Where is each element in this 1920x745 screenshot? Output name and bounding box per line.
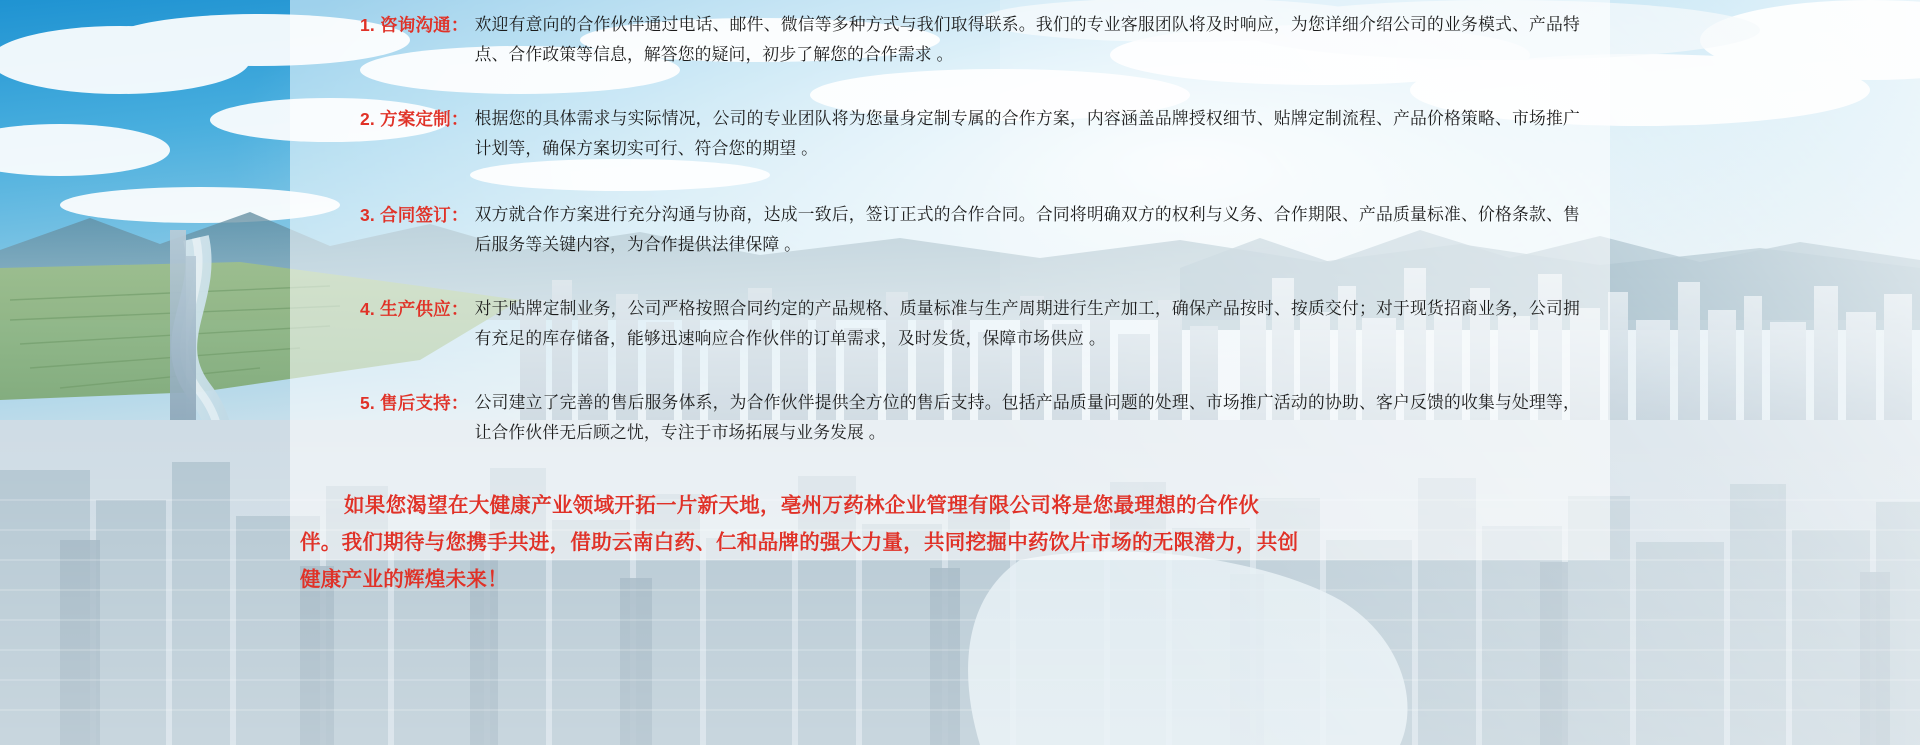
step-text-contract-signing: 双方就合作方案进行充分沟通与协商，达成一致后，签订正式的合作合同。合同将明确双方的权利与义务、合作期限、产品质量标准、价格条款、售后服务等关键内容，为合作提供法律保障 。 — [474, 205, 1580, 254]
cooperation-process-steps — [360, 10, 1580, 478]
step-label-consultation: 1. 咨询沟通： — [360, 15, 469, 35]
step-text-plan-customization: 根据您的具体需求与实际情况，公司的专业团队将为您量身定制专属的合作方案，内容涵盖品牌授权细节、贴牌定制流程、产品价格策略、市场推广计划等，确保方案切实可行、符合您的期望 。 — [474, 109, 1580, 158]
step-text-after-sales-support: 公司建立了完善的售后服务体系，为合作伙伴提供全方位的售后支持。包括产品质量问题的处理、市场推广活动的协助、客户反馈的收集与处理等，让合作伙伴无后顾之忧，专注于市场拓展与业务发展 。 — [474, 393, 1580, 442]
step-label-contract-signing: 3. 合同签订： — [360, 205, 469, 225]
step-label-plan-customization: 2. 方案定制： — [360, 109, 469, 129]
step-item — [360, 388, 1580, 448]
step-item — [360, 104, 1580, 164]
step-item — [360, 200, 1580, 260]
closing-text: 如果您渴望在大健康产业领域开拓一片新天地，亳州万药林企业管理有限公司将是您最理想的合作伙伴。我们期待与您携手共进，借助云南白药、仁和品牌的强大力量，共同挖掘中药饮片市场的无限潜力，共创健康产业的辉煌未来！ — [300, 494, 1299, 591]
step-text-production-supply: 对于贴牌定制业务，公司严格按照合同约定的产品规格、质量标准与生产周期进行生产加工，确保产品按时、按质交付；对于现货招商业务，公司拥有充足的库存储备，能够迅速响应合作伙伴的订单需求，及时发货，保障市场供应 。 — [474, 299, 1580, 348]
step-item — [360, 10, 1580, 70]
step-label-after-sales-support: 5. 售后支持： — [360, 393, 469, 413]
step-item — [360, 294, 1580, 354]
step-label-production-supply: 4. 生产供应： — [360, 299, 469, 319]
closing-statement — [300, 487, 1300, 598]
step-text-consultation: 欢迎有意向的合作伙伴通过电话、邮件、微信等多种方式与我们取得联系。我们的专业客服团队将及时响应，为您详细介绍公司的业务模式、产品特点、合作政策等信息，解答您的疑问，初步了解您的合作需求 。 — [474, 15, 1580, 64]
